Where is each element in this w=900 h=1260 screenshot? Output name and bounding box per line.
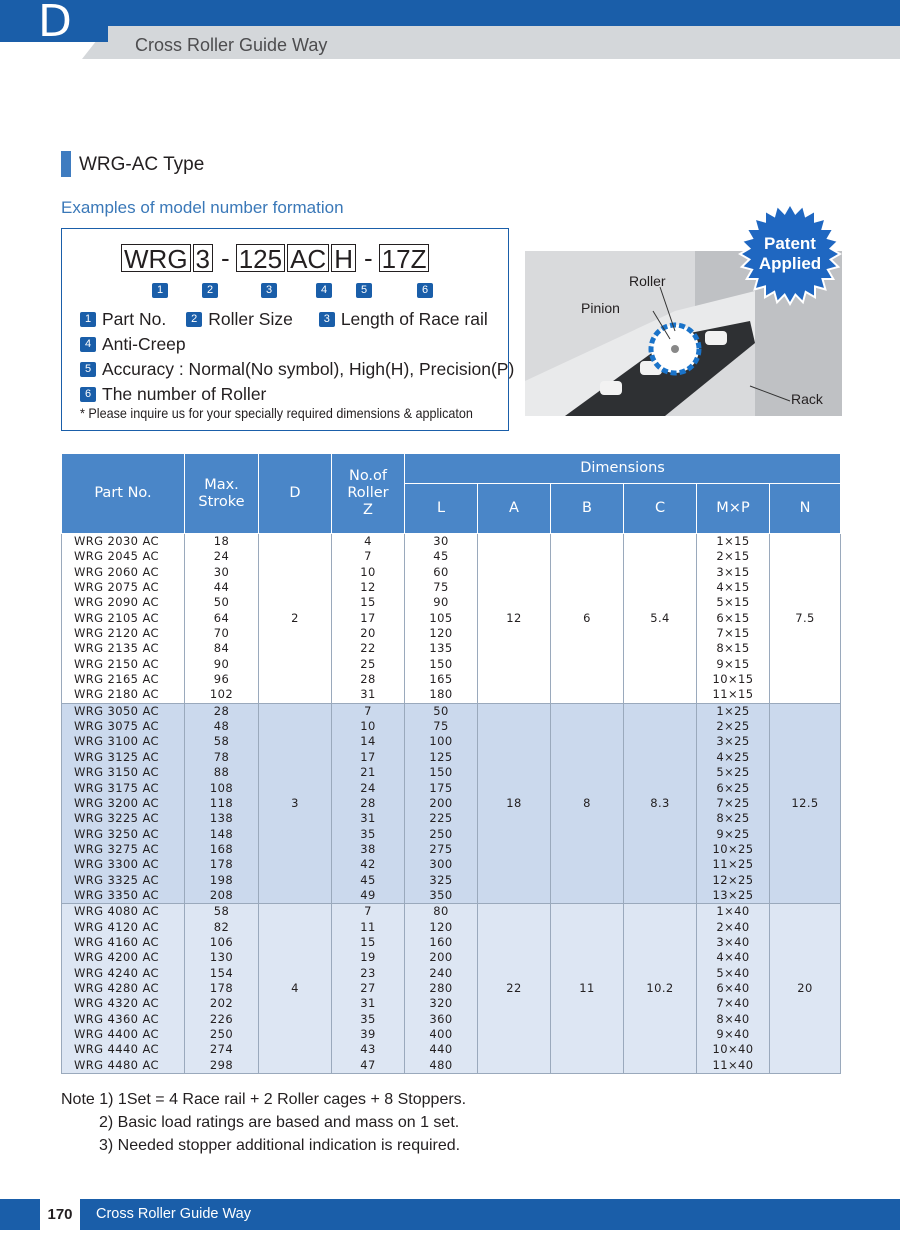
legend-tag-6: 6 xyxy=(80,387,96,402)
col-no-roller: No.of Roller Z xyxy=(332,454,405,534)
part-numbers: WRG 4080 AC WRG 4120 AC WRG 4160 AC WRG 4200 AC WRG 4240 AC WRG 4280 AC WRG 4320 AC WRG 4360 AC WRG 4400 AC WRG 4440 AC WRG 4480 AC xyxy=(62,904,185,1074)
legend-tag-5: 5 xyxy=(80,362,96,377)
dimension-table xyxy=(61,453,840,1080)
max-stroke-values: 58 82 106 130 154 178 202 226 250 274 298 xyxy=(185,904,259,1074)
legend-line-1 xyxy=(80,309,488,330)
code-seg-part: WRG xyxy=(121,244,191,272)
code-seg-size: 3 xyxy=(193,244,213,272)
code-tag-4: 4 xyxy=(316,283,332,298)
legend-anti-creep: Anti-Creep xyxy=(102,334,186,354)
mxp-values: 1×25 2×25 3×25 4×25 5×25 6×25 7×25 8×25 9×25 10×25 11×25 12×25 13×25 xyxy=(697,703,770,903)
section-marker xyxy=(61,151,71,177)
d-value: 4 xyxy=(259,904,332,1074)
roller-count-values: 7 10 14 17 21 24 28 31 35 38 42 45 49 xyxy=(332,703,405,903)
legend-roller-count: The number of Roller xyxy=(102,384,267,404)
label-pinion: Pinion xyxy=(581,300,620,316)
code-dash: - xyxy=(363,242,373,273)
b-value: 6 xyxy=(551,534,624,704)
col-d: D xyxy=(259,454,332,534)
label-rack: Rack xyxy=(791,391,823,407)
code-tag-2: 2 xyxy=(202,283,218,298)
patent-badge xyxy=(738,202,842,306)
legend-accuracy: Accuracy : Normal(No symbol), High(H), Precision(P) xyxy=(102,359,515,379)
code-dash: - xyxy=(221,242,230,273)
code-seg-rollers: 17Z xyxy=(379,244,430,272)
chapter-letter: D xyxy=(0,0,108,42)
col-a: A xyxy=(478,484,551,534)
d-value: 2 xyxy=(259,534,332,704)
patent-line-2: Applied xyxy=(758,254,822,273)
code-tag-6: 6 xyxy=(417,283,433,298)
col-mxp: M×P xyxy=(697,484,770,534)
model-code xyxy=(121,243,431,273)
l-values: 50 75 100 125 150 175 200 225 250 275 300 325 350 xyxy=(405,703,478,903)
d-value: 3 xyxy=(259,703,332,903)
note-2: 2) Basic load ratings are based and mass on 1 set. xyxy=(99,1114,460,1131)
legend-line-2 xyxy=(80,334,186,355)
legend-race-length: Length of Race rail xyxy=(340,309,488,329)
table-group-size-2 xyxy=(62,534,841,704)
roller-count-values: 4 7 10 12 15 17 20 22 25 28 31 xyxy=(332,534,405,704)
patent-line-1: Patent xyxy=(764,234,816,253)
part-numbers: WRG 2030 AC WRG 2045 AC WRG 2060 AC WRG 2075 AC WRG 2090 AC WRG 2105 AC WRG 2120 AC WRG 2135 AC WRG 2150 AC WRG 2165 AC WRG 2180 AC xyxy=(62,534,185,704)
roller xyxy=(705,331,727,345)
col-n: N xyxy=(770,484,841,534)
c-value: 8.3 xyxy=(624,703,697,903)
c-value: 10.2 xyxy=(624,904,697,1074)
c-value: 5.4 xyxy=(624,534,697,704)
legend-line-4 xyxy=(80,384,266,405)
col-b: B xyxy=(551,484,624,534)
pinion-hub xyxy=(671,345,679,353)
table-notes xyxy=(61,1088,466,1157)
table-group-size-4 xyxy=(62,904,841,1074)
col-max-stroke: Max. Stroke xyxy=(185,454,259,534)
legend-tag-2: 2 xyxy=(186,312,202,327)
b-value: 8 xyxy=(551,703,624,903)
inquiry-note: * Please inquire us for your specially required dimensions & applicaton xyxy=(80,405,473,421)
legend-roller-size: Roller Size xyxy=(208,309,293,329)
col-l: L xyxy=(405,484,478,534)
note-3: 3) Needed stopper additional indication is required. xyxy=(99,1137,461,1154)
roller-count-values: 7 11 15 19 23 27 31 35 39 43 47 xyxy=(332,904,405,1074)
n-value: 12.5 xyxy=(770,703,841,903)
legend-line-3 xyxy=(80,359,514,380)
part-numbers: WRG 3050 AC WRG 3075 AC WRG 3100 AC WRG 3125 AC WRG 3150 AC WRG 3175 AC WRG 3200 AC WRG 3225 AC WRG 3250 AC WRG 3275 AC WRG 3300 AC WRG 3325 AC WRG 3350 AC xyxy=(62,703,185,903)
mxp-values: 1×15 2×15 3×15 4×15 5×15 6×15 7×15 8×15 9×15 10×15 11×15 xyxy=(697,534,770,704)
code-seg-length: 125 xyxy=(236,244,285,272)
col-dimensions: Dimensions xyxy=(405,454,841,484)
legend-tag-4: 4 xyxy=(80,337,96,352)
mxp-values: 1×40 2×40 3×40 4×40 5×40 6×40 7×40 8×40 9×40 10×40 11×40 xyxy=(697,904,770,1074)
b-value: 11 xyxy=(551,904,624,1074)
header-title: Cross Roller Guide Way xyxy=(135,35,328,55)
label-roller: Roller xyxy=(629,273,666,289)
l-values: 30 45 60 75 90 105 120 135 150 165 180 xyxy=(405,534,478,704)
a-value: 18 xyxy=(478,703,551,903)
col-part-no: Part No. xyxy=(62,454,185,534)
max-stroke-values: 18 24 30 44 50 64 70 84 90 96 102 xyxy=(185,534,259,704)
legend-tag-3: 3 xyxy=(319,312,335,327)
header-bar xyxy=(0,0,900,26)
page-number: 170 xyxy=(40,1199,80,1230)
max-stroke-values: 28 48 58 78 88 108 118 138 148 168 178 198 208 xyxy=(185,703,259,903)
code-seg-accuracy: H xyxy=(331,244,356,272)
code-seg-anticreep: AC xyxy=(287,244,329,272)
code-tag-1: 1 xyxy=(152,283,168,298)
l-values: 80 120 160 200 240 280 320 360 400 440 480 xyxy=(405,904,478,1074)
note-1: Note 1) 1Set = 4 Race rail + 2 Roller cages + 8 Stoppers. xyxy=(61,1091,467,1108)
a-value: 22 xyxy=(478,904,551,1074)
n-value: 7.5 xyxy=(770,534,841,704)
col-c: C xyxy=(624,484,697,534)
a-value: 12 xyxy=(478,534,551,704)
roller xyxy=(600,381,622,395)
footer-title: Cross Roller Guide Way xyxy=(96,1206,251,1222)
legend-tag-1: 1 xyxy=(80,312,96,327)
section-title: WRG-AC Type xyxy=(79,154,205,175)
table-group-size-3 xyxy=(62,703,841,903)
examples-heading: Examples of model number formation xyxy=(61,198,344,217)
legend-part-no: Part No. xyxy=(102,309,167,329)
n-value: 20 xyxy=(770,904,841,1074)
code-tag-3: 3 xyxy=(261,283,277,298)
code-tag-5: 5 xyxy=(356,283,372,298)
